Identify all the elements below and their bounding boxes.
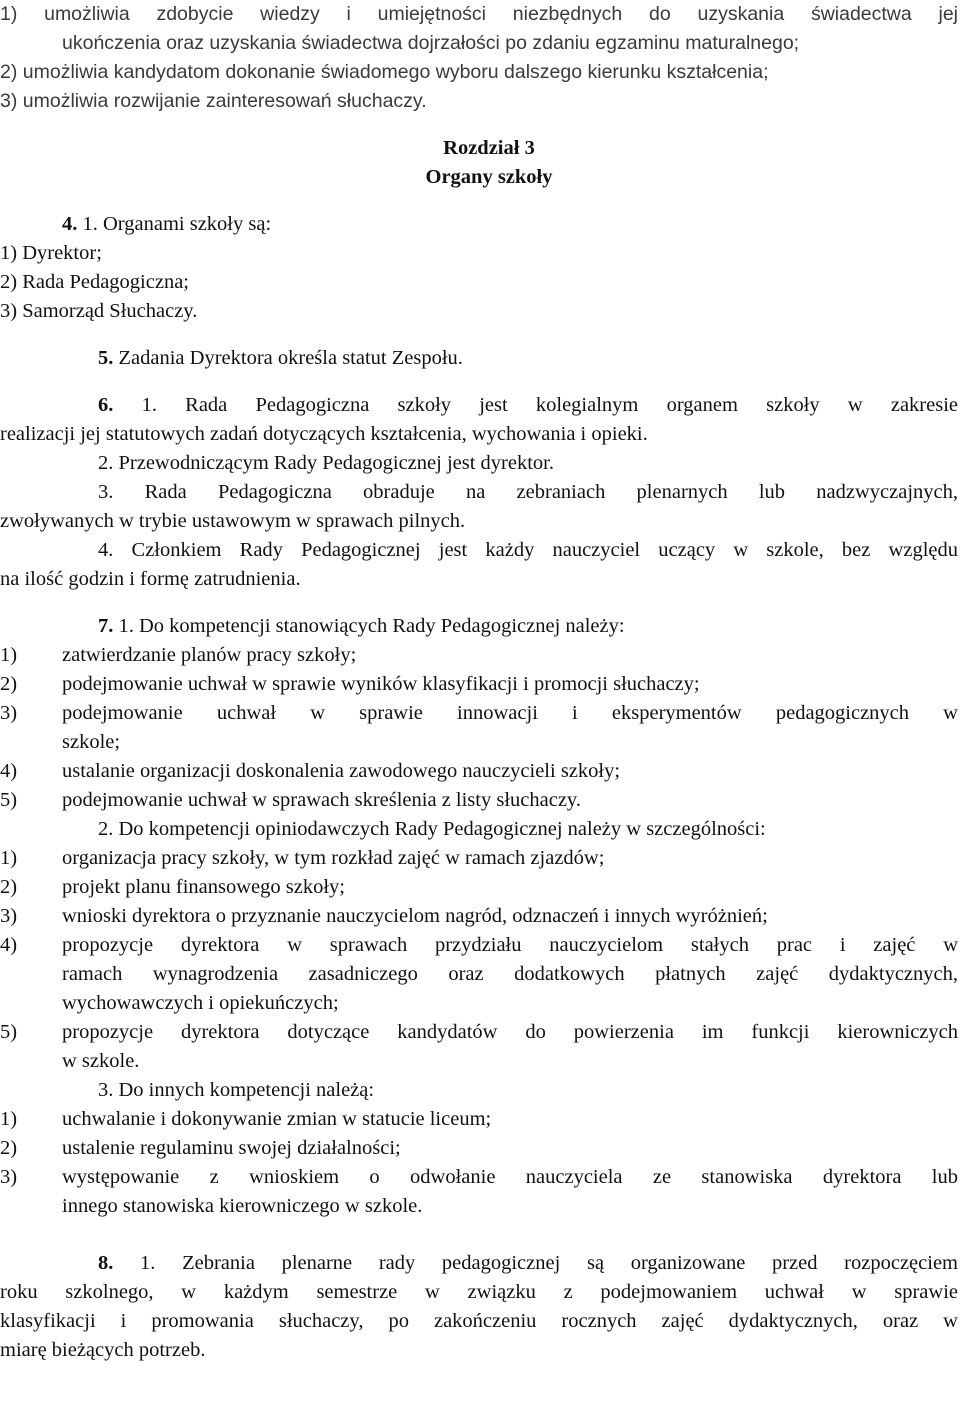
list-item-number: 4) (0, 760, 18, 782)
list-item-line (0, 1192, 958, 1221)
list-item-text: ustalenie regulaminu swojej działalności; (62, 1137, 401, 1159)
list-item-number: 1) (0, 1108, 18, 1130)
list-item-line (0, 699, 958, 728)
intro-list (0, 0, 958, 116)
list-item-text: podejmowanie uchwał w sprawach skreślenia z listy słuchaczy. (62, 789, 581, 811)
paragraph-line: 4. Członkiem Rady Pedagogicznej jest każdy nauczyciel uczący w szkole, bez względu (98, 539, 958, 561)
section-lead: 1. Do kompetencji stanowiących Rady Pedagogicznej należy: (113, 615, 625, 637)
paragraph-line: klasyfikacji i promowania słuchaczy, po zakończeniu rocznych zajęć dydaktycznych, oraz w (0, 1310, 958, 1332)
list-item-line (0, 873, 958, 902)
list-item-number: 3) (0, 1166, 18, 1188)
list-item-line (0, 1163, 958, 1192)
chapter-title: Organy szkoły (425, 166, 553, 188)
list-item-number: 5) (0, 1021, 18, 1043)
list-item-text: innego stanowiska kierowniczego w szkole. (62, 1195, 423, 1217)
intro-line: 3) umożliwia rozwijanie zainteresowań słuchaczy. (0, 90, 427, 112)
paragraph-line: 1. Rada Pedagogiczna szkoły jest kolegialnym organem szkoły w zakresie (113, 394, 958, 416)
paragraph-line: 1. Zebrania plenarne rady pedagogicznej są organizowane przed rozpoczęciem (113, 1252, 958, 1274)
list-item-line (0, 757, 958, 786)
section-5 (0, 344, 958, 373)
section-number: 4. (62, 213, 78, 235)
paragraph-line: 3. Rada Pedagogiczna obraduje na zebraniach plenarnych lub nadzwyczajnych, (98, 481, 958, 503)
list-item-text: w szkole. (62, 1050, 140, 1072)
paragraph-line: zwoływanych w trybie ustawowym w sprawach pilnych. (0, 510, 466, 532)
list-item-text: podejmowanie uchwał w sprawie innowacji i eksperymentów pedagogicznych w (62, 702, 958, 724)
list-item-text: wnioski dyrektora o przyznanie nauczycielom nagród, odznaczeń i innych wyróżnień; (62, 905, 768, 927)
section-text: Zadania Dyrektora określa statut Zespołu. (113, 347, 463, 369)
paragraph-line: realizacji jej statutowych zadań dotyczących kształcenia, wychowania i opieki. (0, 423, 648, 445)
list-item-number: 5) (0, 789, 18, 811)
list-item-number: 2) (0, 673, 18, 695)
list-item-text: podejmowanie uchwał w sprawie wyników klasyfikacji i promocji słuchaczy; (62, 673, 700, 695)
competence-list-other (0, 1105, 958, 1221)
list-item-text: uchwalanie i dokonywanie zmian w statucie liceum; (62, 1108, 492, 1130)
list-item-line (0, 960, 958, 989)
list-item-text: propozycje dyrektora dotyczące kandydatów do powierzenia im funkcji kierowniczych (62, 1021, 958, 1043)
list-item-line (0, 1105, 958, 1134)
list-item-line (0, 844, 958, 873)
list-item-text: szkole; (62, 731, 121, 753)
list-item-line (0, 931, 958, 960)
list-item-line (0, 728, 958, 757)
section-number: 8. (98, 1252, 114, 1274)
paragraph-line: miarę bieżących potrzeb. (0, 1339, 206, 1361)
intro-line: 2) umożliwia kandydatom dokonanie świadomego wyboru dalszego kierunku kształcenia; (0, 61, 769, 83)
paragraph-line: roku szkolnego, w każdym semestrze w związku z podejmowaniem uchwał w sprawie (0, 1281, 958, 1303)
list-item-text: zatwierdzanie planów pracy szkoły; (62, 644, 357, 666)
list-item: 2) Rada Pedagogiczna; (0, 271, 189, 293)
paragraph-line: na ilość godzin i formę zatrudnienia. (0, 568, 301, 590)
section-lead: 1. Organami szkoły są: (77, 213, 272, 235)
section-6 (0, 391, 958, 594)
list-item-text: wychowawczych i opiekuńczych; (62, 992, 339, 1014)
paragraph-line: 2. Przewodniczącym Rady Pedagogicznej jest dyrektor. (98, 452, 554, 474)
section-number: 7. (98, 615, 114, 637)
list-item-line (0, 641, 958, 670)
list-item-line (0, 1134, 958, 1163)
competence-list-decisive (0, 641, 958, 815)
list-item-text: występowanie z wnioskiem o odwołanie nauczyciela ze stanowiska dyrektora lub (62, 1166, 958, 1188)
list-item-line (0, 989, 958, 1018)
section-number: 6. (98, 394, 114, 416)
section-4 (0, 210, 958, 326)
list-item: 3) Samorząd Słuchaczy. (0, 300, 198, 322)
list-item-line (0, 902, 958, 931)
chapter-number: Rozdział 3 (443, 137, 535, 159)
section-number: 5. (98, 347, 114, 369)
list-item-line (0, 670, 958, 699)
list-item-number: 1) (0, 847, 18, 869)
list-item-line (0, 1047, 958, 1076)
subsection-lead: 2. Do kompetencji opiniodawczych Rady Pedagogicznej należy w szczególności: (98, 818, 766, 840)
section-7 (0, 612, 958, 1221)
list-item-text: ramach wynagrodzenia zasadniczego oraz dodatkowych płatnych zajęć dydaktycznych, (62, 963, 958, 985)
section-8 (0, 1249, 958, 1365)
list-item-number: 1) (0, 644, 18, 666)
list-item-number: 2) (0, 876, 18, 898)
intro-line: ukończenia oraz uzyskania świadectwa dojrzałości po zdaniu egzaminu maturalnego; (62, 32, 800, 54)
intro-line: 1) umożliwia zdobycie wiedzy i umiejętności niezbędnych do uzyskania świadectwa jej (0, 3, 958, 25)
list-item-number: 2) (0, 1137, 18, 1159)
list-item-text: ustalanie organizacji doskonalenia zawodowego nauczycieli szkoły; (62, 760, 621, 782)
list-item-number: 3) (0, 702, 18, 724)
list-item: 1) Dyrektor; (0, 242, 102, 264)
list-item-number: 3) (0, 905, 18, 927)
list-item-text: projekt planu finansowego szkoły; (62, 876, 345, 898)
list-item-line (0, 786, 958, 815)
list-item-text: organizacja pracy szkoły, w tym rozkład zajęć w ramach zjazdów; (62, 847, 605, 869)
list-item-text: propozycje dyrektora w sprawach przydziału nauczycielom stałych prac i zajęć w (62, 934, 958, 956)
competence-list-advisory (0, 844, 958, 1076)
list-item-line (0, 1018, 958, 1047)
list-item-number: 4) (0, 934, 18, 956)
subsection-lead: 3. Do innych kompetencji należą: (98, 1079, 375, 1101)
